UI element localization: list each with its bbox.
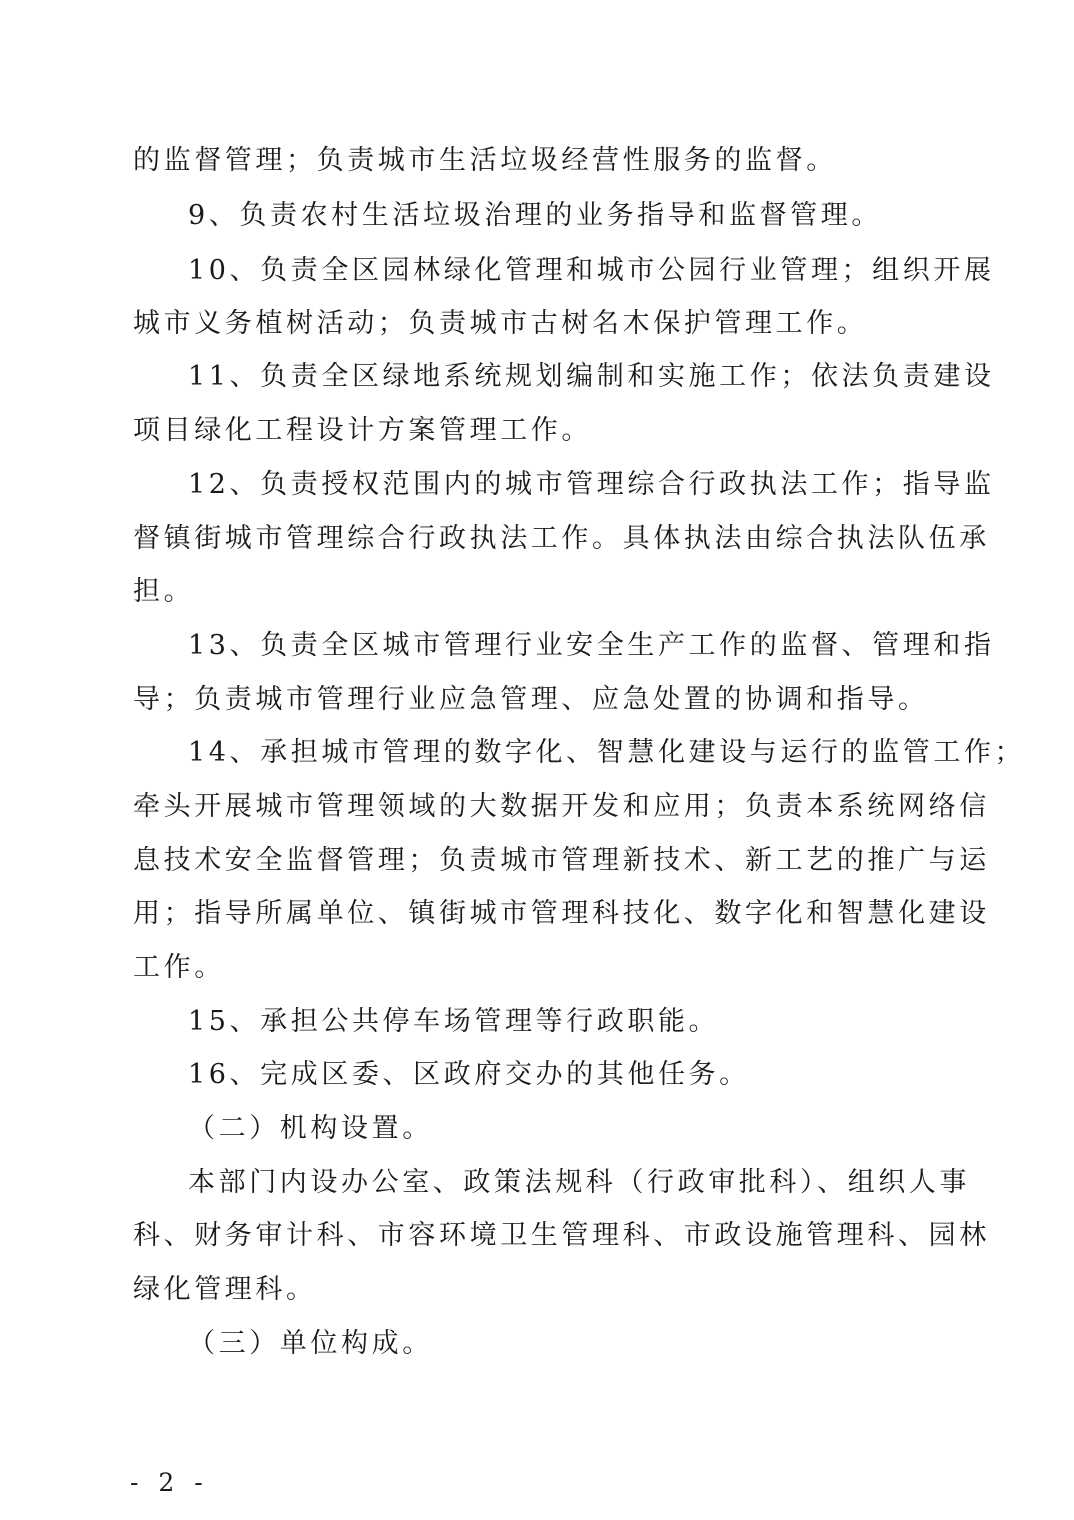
text-line: 息技术安全监督管理；负责城市管理新技术、新工艺的推广与运 — [133, 845, 990, 876]
text-line: 项目绿化工程设计方案管理工作。 — [133, 415, 592, 446]
text-line: 督镇街城市管理综合行政执法工作。具体执法由综合执法队伍承 — [133, 523, 990, 554]
section-heading: （二）机构设置。 — [188, 1113, 433, 1144]
text-line: 的监督管理；负责城市生活垃圾经营性服务的监督。 — [133, 145, 837, 176]
page-number: - 2 - — [130, 1468, 209, 1497]
text-line: 14、承担城市管理的数字化、智慧化建设与运行的监管工作； — [188, 737, 1026, 768]
text-line: 9、负责农村生活垃圾治理的业务指导和监督管理。 — [188, 200, 882, 231]
text-line: 12、负责授权范围内的城市管理综合行政执法工作；指导监 — [188, 469, 995, 500]
text-line: 担。 — [133, 576, 195, 607]
text-line: 科、财务审计科、市容环境卫生管理科、市政设施管理科、园林 — [133, 1220, 990, 1251]
text-line: 导；负责城市管理行业应急管理、应急处置的协调和指导。 — [133, 684, 929, 715]
text-line: 11、负责全区绿地系统规划编制和实施工作；依法负责建设 — [188, 361, 995, 392]
text-line: 16、完成区委、区政府交办的其他任务。 — [188, 1059, 750, 1090]
text-line: 13、负责全区城市管理行业安全生产工作的监督、管理和指 — [188, 630, 995, 661]
text-line: 15、承担公共停车场管理等行政职能。 — [188, 1006, 720, 1037]
text-line: 10、负责全区园林绿化管理和城市公园行业管理；组织开展 — [188, 255, 995, 286]
section-heading: （三）单位构成。 — [188, 1328, 433, 1359]
text-line: 绿化管理科。 — [133, 1274, 317, 1305]
text-line: 牵头开展城市管理领域的大数据开发和应用；负责本系统网络信 — [133, 791, 990, 822]
text-line: 城市义务植树活动；负责城市古树名木保护管理工作。 — [133, 308, 868, 339]
text-line: 本部门内设办公室、政策法规科（行政审批科）、组织人事 — [188, 1167, 971, 1198]
text-line: 用；指导所属单位、镇街城市管理科技化、数字化和智慧化建设 — [133, 898, 990, 929]
text-line: 工作。 — [133, 952, 225, 983]
